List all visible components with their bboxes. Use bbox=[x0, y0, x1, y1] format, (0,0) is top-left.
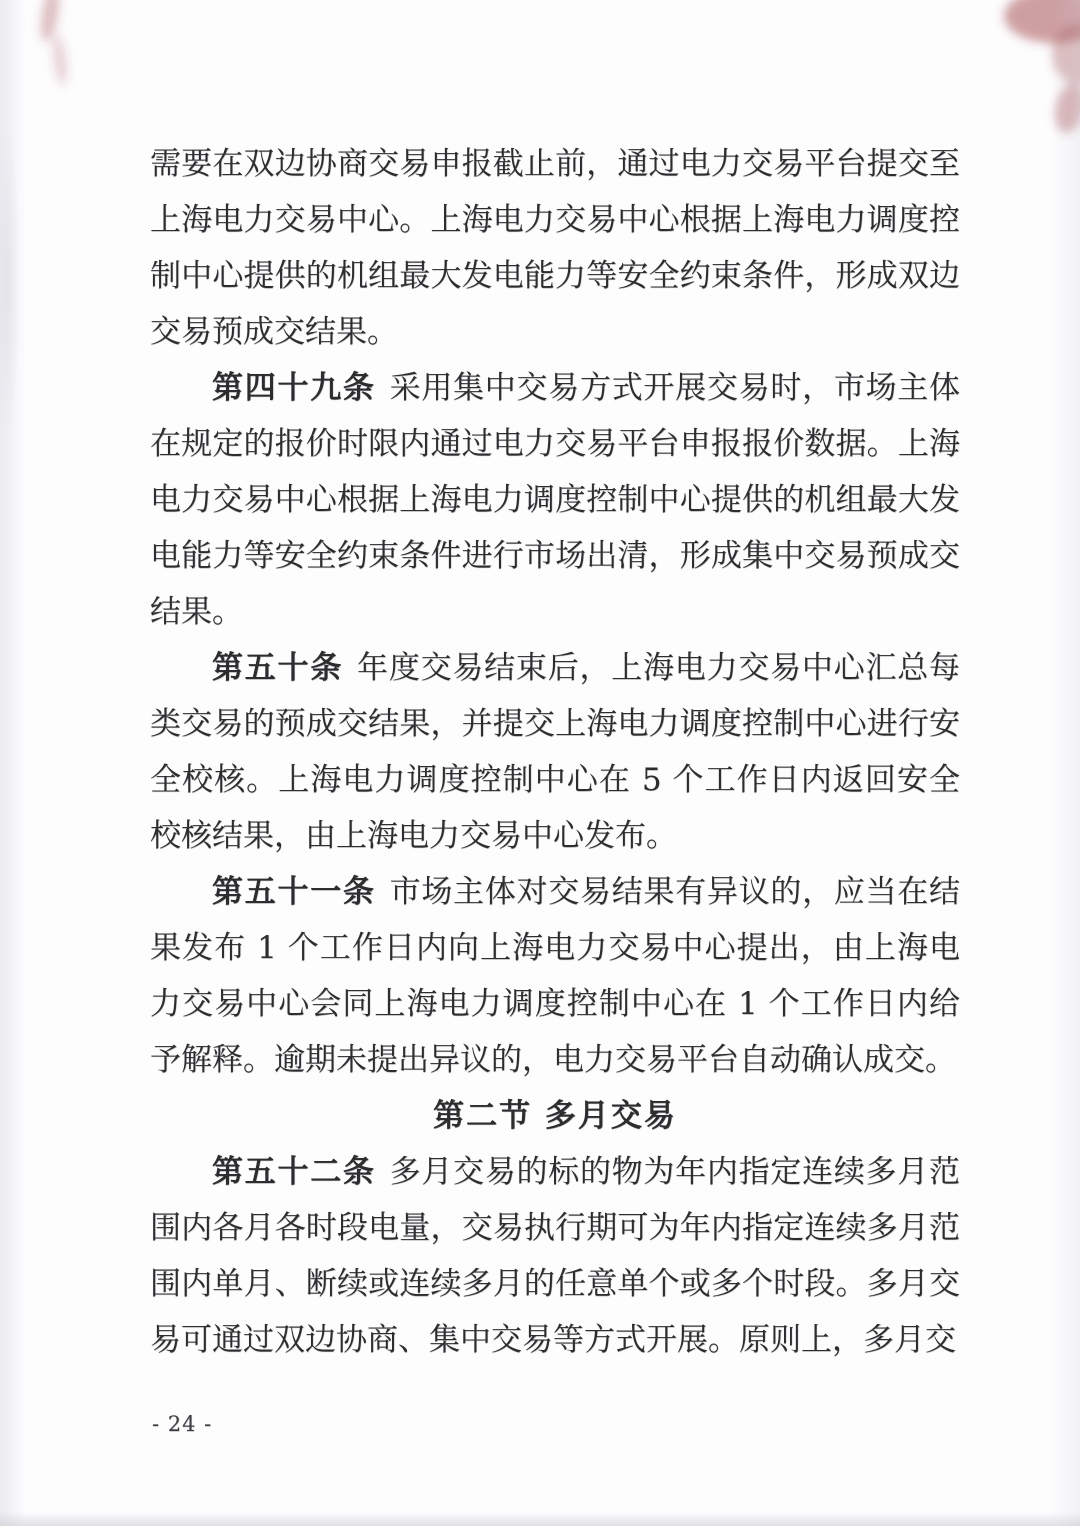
article-51-paragraph bbox=[150, 864, 960, 1088]
paragraph-text: 需要在双边协商交易申报截止前，通过电力交易平台提交至上海电力交易中心。上海电力交易中心根据上海电力调度控制中心提供的机组最大发电能力等安全约束条件，形成双边交易预成交结果。 bbox=[150, 146, 960, 350]
ink-smudge-top-left-tail bbox=[51, 33, 69, 86]
article-50-number: 第五十条 bbox=[212, 650, 344, 686]
article-50-paragraph bbox=[150, 640, 960, 864]
article-50-text: 年度交易结束后，上海电力交易中心汇总每类交易的预成交结果，并提交上海电力调度控制中心进行安全校核。上海电力调度控制中心在 5 个工作日内返回安全校核结果，由上海电力交易中心发布。 bbox=[150, 650, 961, 854]
document-body bbox=[150, 136, 960, 1368]
article-51-number: 第五十一条 bbox=[212, 874, 376, 910]
scan-gray-smudge bbox=[0, 120, 20, 440]
page-number: - 24 - bbox=[152, 1412, 213, 1436]
paragraph-continuation bbox=[150, 136, 960, 360]
ink-smudge-right-small bbox=[1051, 81, 1080, 136]
scan-edge-left bbox=[0, 0, 26, 1526]
article-51-text: 市场主体对交易结果有异议的，应当在结果发布 1 个工作日内向上海电力交易中心提出，由上海电力交易中心会同上海电力调度控制中心在 1 个工作日内给予解释。逾期未提出异议的，电力交易平台自动确认成交。 bbox=[150, 874, 961, 1078]
ink-smudge-top-right bbox=[1004, 0, 1080, 43]
article-52-text: 多月交易的标的物为年内指定连续多月范围内各月各时段电量，交易执行期可为年内指定连续多月范围内单月、断续或连续多月的任意单个或多个时段。多月交易可通过双边协商、集中交易等方式开展。原则上，多月交 bbox=[150, 1154, 961, 1358]
article-52-paragraph bbox=[150, 1144, 960, 1368]
scan-edge-bottom bbox=[0, 1512, 1080, 1526]
article-49-paragraph bbox=[150, 360, 960, 640]
article-49-number: 第四十九条 bbox=[212, 370, 376, 406]
section-heading: 第二节 多月交易 bbox=[433, 1098, 677, 1134]
article-49-text: 采用集中交易方式开展交易时，市场主体在规定的报价时限内通过电力交易平台申报报价数据。上海电力交易中心根据上海电力调度控制中心提供的机组最大发电能力等安全约束条件进行市场出清，形成集中交易预成交结果。 bbox=[150, 370, 961, 630]
ink-smudge-top-left bbox=[38, 0, 63, 43]
ink-smudge-top-right-edge bbox=[1052, 24, 1080, 84]
scan-edge-right bbox=[1050, 0, 1080, 1526]
article-52-number: 第五十二条 bbox=[212, 1154, 376, 1190]
